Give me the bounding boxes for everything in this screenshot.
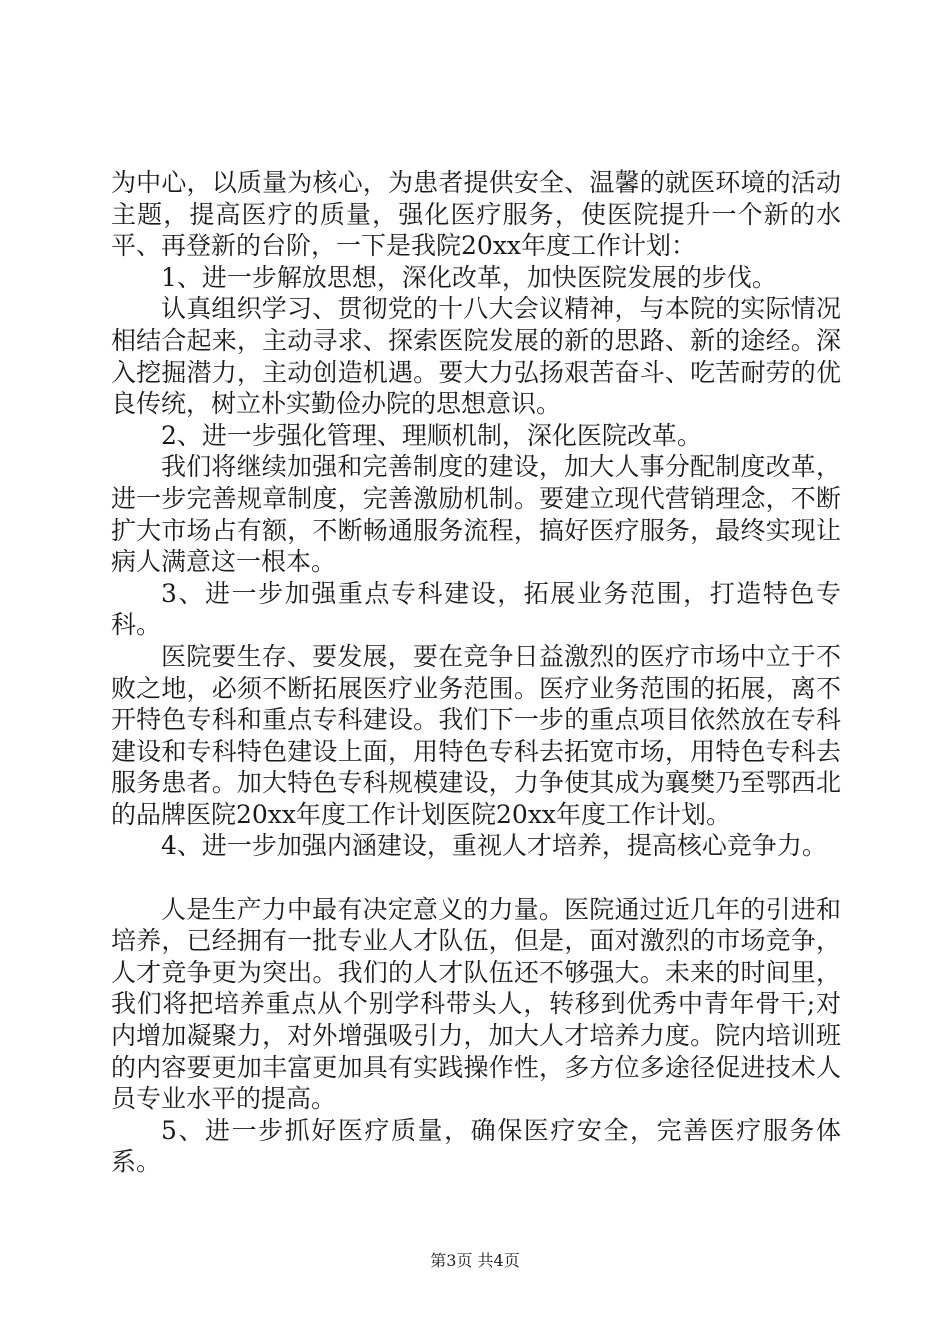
paragraph-section-1: 认真组织学习、贯彻党的十八大会议精神，与本院的实际情况相结合起来，主动寻求、探索医院发展的新的思路、新的途经。深入挖掘潜力，主动创造机遇。要大力弘扬艰苦奋斗、吃苦耐劳的优良传统，树立朴实勤俭办院的思想意识。 (111, 294, 841, 419)
document-body (111, 167, 841, 1178)
section-heading-3: 3、进一步加强重点专科建设，拓展业务范围，打造特色专科。 (111, 578, 841, 640)
paragraph-intro: 为中心，以质量为核心，为患者提供安全、温馨的就医环境的活动主题，提高医疗的质量，强化医疗服务，使医院提升一个新的水平、再登新的台阶，一下是我院20xx年度工作计划： (111, 168, 841, 261)
section-heading-1: 1、进一步解放思想，深化改革，加快医院发展的步伐。 (161, 262, 777, 292)
page-number-label: 第3页 共4页 (430, 1251, 520, 1270)
section-heading-2: 2、进一步强化管理、理顺机制，深化医院改革。 (161, 420, 702, 450)
page-footer (0, 1248, 950, 1271)
paragraph-section-3: 医院要生存、要发展，要在竞争日益激烈的医疗市场中立于不败之地，必须不断拓展医疗业务范围。医疗业务范围的拓展，离不开特色专科和重点专科建设。我们下一步的重点项目依然放在专科建设和专科特色建设上面，用特色专科去拓宽市场，用特色专科去服务患者。加大特色专科规模建设，力争使其成为襄樊乃至鄂西北的品牌医院20xx年度工作计划医院20xx年度工作计划。 (111, 641, 841, 829)
section-heading-5: 5、进一步抓好医疗质量，确保医疗安全，完善医疗服务体系。 (111, 1115, 841, 1177)
section-heading-4: 4、进一步加强内涵建设，重视人才培养，提高核心竞争力。 (161, 831, 827, 861)
paragraph-section-2: 我们将继续加强和完善制度的建设，加大人事分配制度改革，进一步完善规章制度，完善激励机制。要建立现代营销理念，不断扩大市场占有额，不断畅通服务流程，搞好医疗服务，最终实现让病人满意这一根本。 (111, 452, 841, 577)
paragraph-section-4: 人是生产力中最有决定意义的力量。医院通过近几年的引进和培养，已经拥有一批专业人才队伍，但是，面对激烈的市场竞争，人才竞争更为突出。我们的人才队伍还不够强大。未来的时间里，我们将把培养重点从个别学科带头人，转移到优秀中青年骨干;对内增加凝聚力，对外增强吸引力，加大人才培养力度。院内培训班的内容要更加丰富更加具有实践操作性，多方位多途径促进技术人员专业水平的提高。 (111, 894, 841, 1114)
